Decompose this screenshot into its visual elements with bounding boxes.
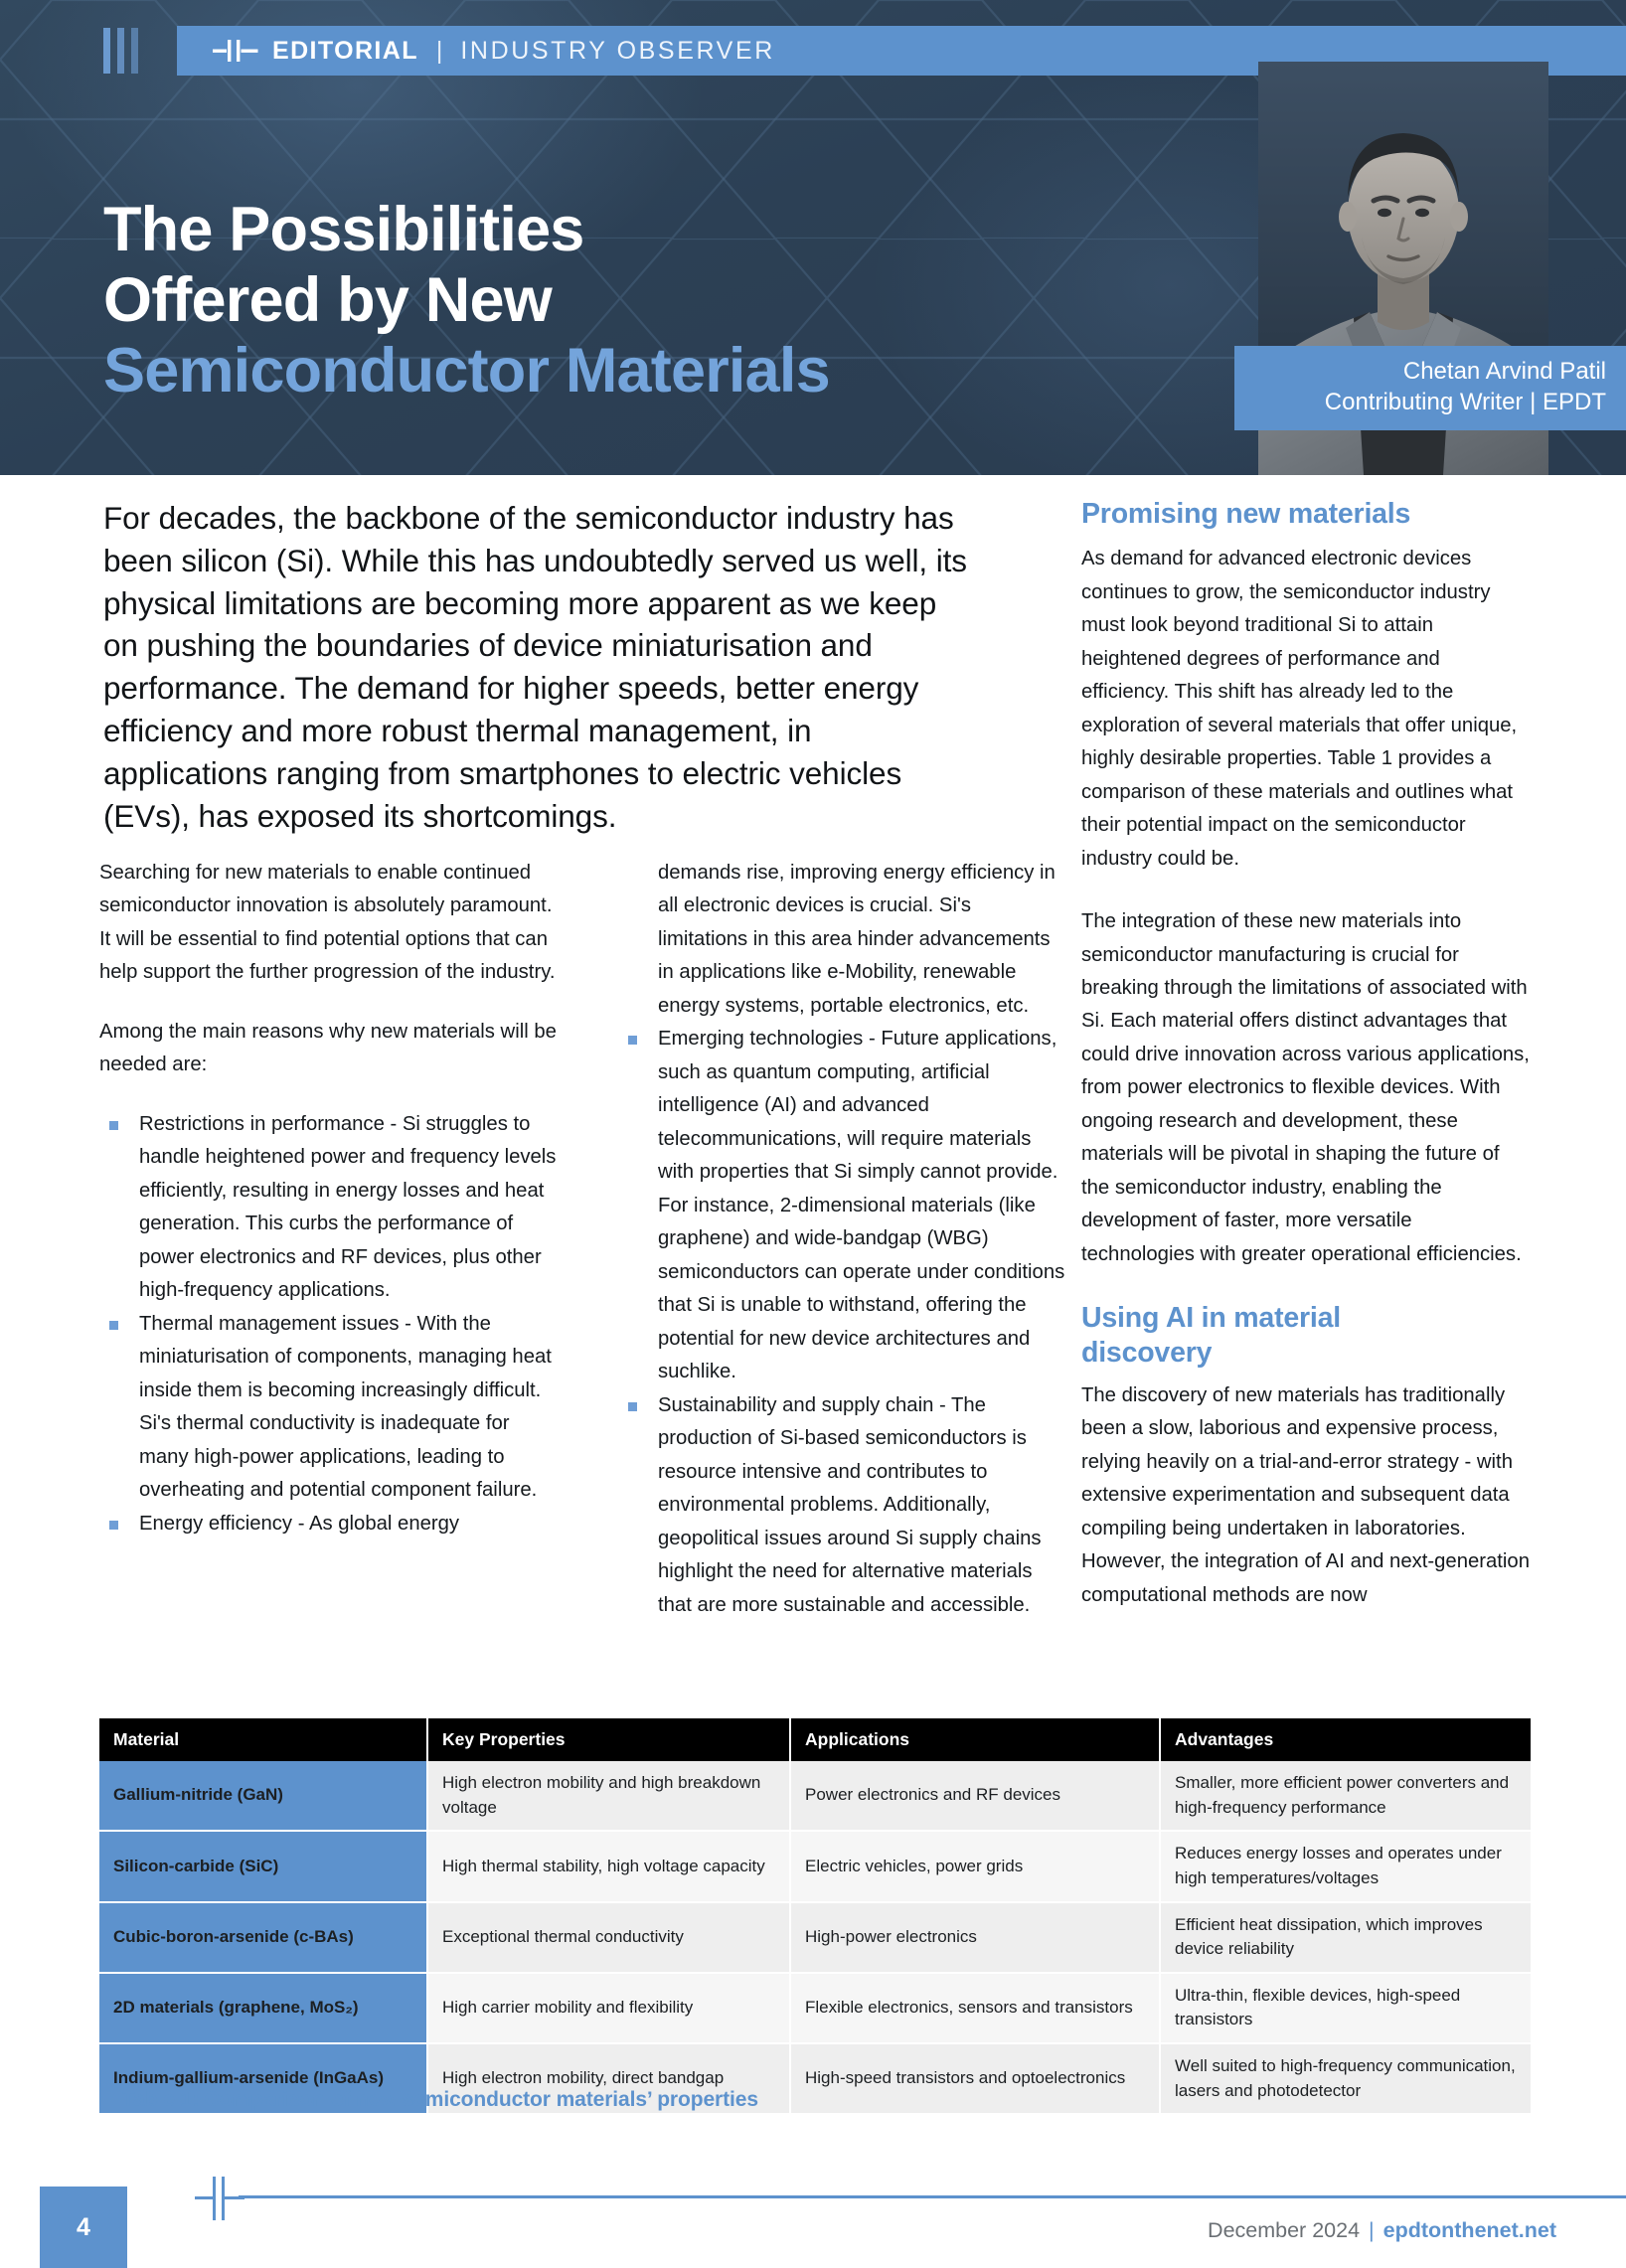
section-heading-line-2: discovery bbox=[1081, 1336, 1213, 1369]
page-title bbox=[103, 195, 1117, 407]
table-row bbox=[99, 1902, 1531, 1973]
author-name: Chetan Arvind Patil bbox=[1402, 358, 1606, 385]
list-item: Sustainability and supply chain - The production of Si-based semiconductors is resource intensive and contributes to environmental problems. Additionally, geopolitical issues around Si supply chains highlight the need for alternative materials that are more sustainable and accessible. bbox=[618, 1389, 1065, 1622]
list-item: Energy efficiency - As global energy bbox=[99, 1508, 559, 1540]
cell-advantages: Efficient heat dissipation, which improves device reliability bbox=[1160, 1902, 1531, 1973]
right-paragraph-1: As demand for advanced electronic devices continues to grow, the semiconductor industry must look beyond traditional Si to attain heightened degrees of performance and efficiency. This shift has already led to the exploration of several materials that offer unique, highly desirable properties. Table 1 provides a comparison of these materials and outlines what their potential impact on the semiconductor industry could be. bbox=[1081, 548, 1518, 870]
cell-material: 2D materials (graphene, MoS₂) bbox=[99, 1973, 427, 2043]
masthead-section-label: EDITORIAL bbox=[272, 36, 418, 65]
materials-comparison-table bbox=[99, 1718, 1531, 2115]
cell-advantages: Smaller, more efficient power converters and high-frequency performance bbox=[1160, 1761, 1531, 1831]
headline-accent-line: Semiconductor Materials bbox=[103, 336, 830, 406]
table-header-applications: Applications bbox=[790, 1718, 1160, 1761]
cell-material: Indium-gallium-arsenide (InGaAs) bbox=[99, 2043, 427, 2114]
footer-separator: | bbox=[1369, 2218, 1375, 2242]
column-right bbox=[1081, 497, 1531, 1642]
left-paragraph-1: Searching for new materials to enable continued semiconductor innovation is absolutely paramount. It will be essential to find potential options that can help support the further progression of the industry. bbox=[99, 862, 556, 984]
cell-advantages: Reduces energy losses and operates under high temperatures/voltages bbox=[1160, 1831, 1531, 1901]
list-item: Restrictions in performance - Si struggles to handle heightened power and frequency levels efficiently, resulting in energy losses and heat generation. This curbs the performance of power electronics and RF devices, plus other high-frequency applications. bbox=[99, 1108, 559, 1308]
list-item: Thermal management issues - With the miniaturisation of components, managing heat inside them is becoming increasingly difficult. Si's thermal conductivity is inadequate for many high-power applications, leading to overheating and potential component failure. bbox=[99, 1308, 559, 1508]
author-byline bbox=[1234, 346, 1626, 430]
section-heading-line-1: Using AI in material bbox=[1081, 1302, 1342, 1335]
cell-applications: Power electronics and RF devices bbox=[790, 1761, 1160, 1831]
table-header-material: Material bbox=[99, 1718, 427, 1761]
footer-capacitor-icon bbox=[195, 2173, 244, 2224]
right-paragraph-3: The discovery of new materials has traditionally been a slow, laborious and expensive process, relying heavily on a trial-and-error strategy - with extensive experimentation and subsequent data compiling being undertaken in laboratories. However, the integration of AI and next-generation computational methods are now bbox=[1081, 1383, 1530, 1606]
table-row bbox=[99, 1761, 1531, 1831]
left-paragraph-2: Among the main reasons why new materials will be needed are: bbox=[99, 1020, 557, 1076]
table-caption bbox=[99, 2087, 758, 2113]
left-bullet-list bbox=[99, 1108, 559, 1540]
table-header-key-properties: Key Properties bbox=[427, 1718, 790, 1761]
right-paragraph-2: The integration of these new materials into semiconductor manufacturing is crucial for breaking through the limitations of associated with Si. Each material offers distinct advantages that could drive innovation across various applications, from power electronics to flexible devices. With ongoing research and development, these materials will be pivotal in shaping the future of the semiconductor industry, enabling the development of faster, more versatile technologies with greater operational efficiencies. bbox=[1081, 910, 1530, 1265]
cell-properties: High carrier mobility and flexibility bbox=[427, 1973, 790, 2043]
cell-material: Cubic-boron-arsenide (c-BAs) bbox=[99, 1902, 427, 1973]
headline-line-2: Offered by New bbox=[103, 265, 552, 336]
headline-line-1: The Possibilities bbox=[103, 195, 584, 264]
author-role: Contributing Writer | EPDT bbox=[1324, 388, 1606, 415]
footer-date: December 2024 bbox=[1208, 2218, 1361, 2242]
cell-properties: Exceptional thermal conductivity bbox=[427, 1902, 790, 1973]
caption-tick-marker bbox=[99, 2087, 106, 2113]
footer-rule bbox=[239, 2195, 1626, 2198]
cell-properties: High electron mobility, direct bandgap bbox=[427, 2043, 790, 2114]
masthead-sub-label: INDUSTRY OBSERVER bbox=[460, 36, 775, 65]
hero-banner bbox=[0, 0, 1626, 475]
cell-properties: High electron mobility and high breakdown voltage bbox=[427, 1761, 790, 1831]
page-number-badge: 4 bbox=[40, 2187, 127, 2268]
table-row bbox=[99, 1831, 1531, 1901]
cell-material: Silicon-carbide (SiC) bbox=[99, 1831, 427, 1901]
decorative-bars bbox=[103, 28, 138, 74]
cell-applications: Electric vehicles, power grids bbox=[790, 1831, 1160, 1901]
cell-applications: High-power electronics bbox=[790, 1902, 1160, 1973]
masthead-separator: | bbox=[435, 36, 443, 65]
cell-applications: High-speed transistors and optoelectronics bbox=[790, 2043, 1160, 2114]
footer-website-link[interactable]: epdtonthenet.net bbox=[1382, 2218, 1556, 2242]
caption-text: Table 1: Comparison of new semiconductor materials’ properties bbox=[122, 2088, 758, 2111]
column-left bbox=[99, 857, 559, 1540]
footer-meta bbox=[1208, 2218, 1556, 2243]
table-row bbox=[99, 1973, 1531, 2043]
cell-applications: Flexible electronics, sensors and transistors bbox=[790, 1973, 1160, 2043]
section-heading-promising-new-materials: Promising new materials bbox=[1081, 498, 1411, 530]
cell-advantages: Well suited to high-frequency communication, lasers and photodetector bbox=[1160, 2043, 1531, 2114]
table-header-row bbox=[99, 1718, 1531, 1761]
list-item: Emerging technologies - Future applications, such as quantum computing, artificial intelligence (AI) and advanced telecommunications, will require materials with properties that Si simply cannot provide. For instance, 2-dimensional materials (like graphene) and wide-bandgap (WBG) semiconductors can operate under conditions that Si is unable to withstand, offering the potential for new device architectures and suchlike. bbox=[618, 1023, 1065, 1388]
table-header-advantages: Advantages bbox=[1160, 1718, 1531, 1761]
cell-properties: High thermal stability, high voltage capacity bbox=[427, 1831, 790, 1901]
cell-advantages: Ultra-thin, flexible devices, high-speed transistors bbox=[1160, 1973, 1531, 2043]
lede-paragraph: For decades, the backbone of the semiconductor industry has been silicon (Si). While this has undoubtedly served us well, its physical limitations are becoming more apparent as we keep on pushing the boundaries of device miniaturisation and performance. The demand for higher speeds, better energy efficiency and more robust thermal management, in applications ranging from smartphones to electric vehicles (EVs), has exposed its shortcomings. bbox=[103, 500, 967, 834]
middle-continuation-text: demands rise, improving energy efficiency in all electronic devices is crucial. Si's limitations in this area hinder advancements in applications like e-Mobility, renewable energy systems, portable electronics, etc. bbox=[658, 862, 1056, 1017]
section-heading-using-ai-in-material-discovery bbox=[1081, 1301, 1531, 1369]
capacitor-icon bbox=[213, 37, 258, 65]
middle-bullet-list bbox=[618, 857, 1065, 1622]
column-middle bbox=[618, 857, 1065, 1622]
cell-material: Gallium-nitride (GaN) bbox=[99, 1761, 427, 1831]
